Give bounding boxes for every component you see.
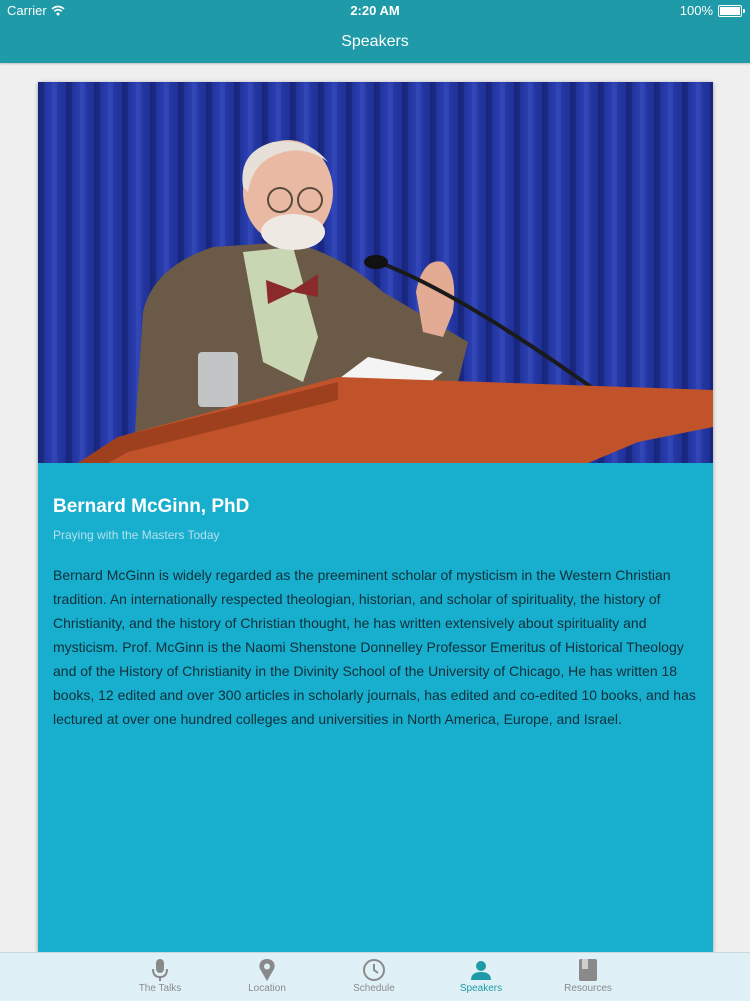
tab-label: The Talks xyxy=(138,983,182,994)
tab-label: Location xyxy=(248,983,286,994)
speaker-photo xyxy=(38,82,713,463)
status-bar xyxy=(0,0,750,22)
status-right xyxy=(680,3,742,18)
tab-label: Speakers xyxy=(459,983,503,994)
tab-location[interactable] xyxy=(213,953,321,1001)
speaker-card xyxy=(38,82,713,952)
book-icon xyxy=(577,958,599,982)
person-icon xyxy=(470,958,492,982)
tab-the-talks[interactable] xyxy=(106,953,214,1001)
tab-bar xyxy=(0,952,750,1001)
map-pin-icon xyxy=(256,958,278,982)
tab-resources[interactable] xyxy=(534,953,642,1001)
speaker-bio: Bernard McGinn is widely regarded as the preeminent scholar of mysticism in the Western Christian tradition. An internationally respected theologian, historian, and scholar of spirituality, the history of Christianity, and the history of Christian thought, he has written extensively about spirituality and mysticism. Prof. McGinn is the Naomi Shenstone Donnelley Professor Emeritus of Historical Theology and of the History of Christianity in the Divinity School of the University of Chicago, He has written 18 books, 12 edited and over 300 articles in scholarly journals, has edited and co-edited 10 books, and has lectured at over one hundred colleges and universities in North America, Europe, and Israel. xyxy=(53,567,696,727)
nav-bar xyxy=(0,22,750,63)
tab-schedule[interactable] xyxy=(320,953,428,1001)
tab-label: Resources xyxy=(564,983,612,994)
tab-speakers[interactable] xyxy=(427,953,535,1001)
speaker-name: Bernard McGinn, PhD xyxy=(53,496,250,517)
microphone-icon xyxy=(149,958,171,982)
clock-icon xyxy=(362,958,386,982)
page-title: Speakers xyxy=(341,33,409,50)
battery-icon xyxy=(718,5,742,17)
carrier-label: Carrier xyxy=(7,3,47,18)
tab-label: Schedule xyxy=(353,983,395,994)
speaker-talk-title: Praying with the Masters Today xyxy=(53,528,220,542)
status-time: 2:20 AM xyxy=(350,3,400,18)
battery-percent: 100% xyxy=(679,3,713,18)
